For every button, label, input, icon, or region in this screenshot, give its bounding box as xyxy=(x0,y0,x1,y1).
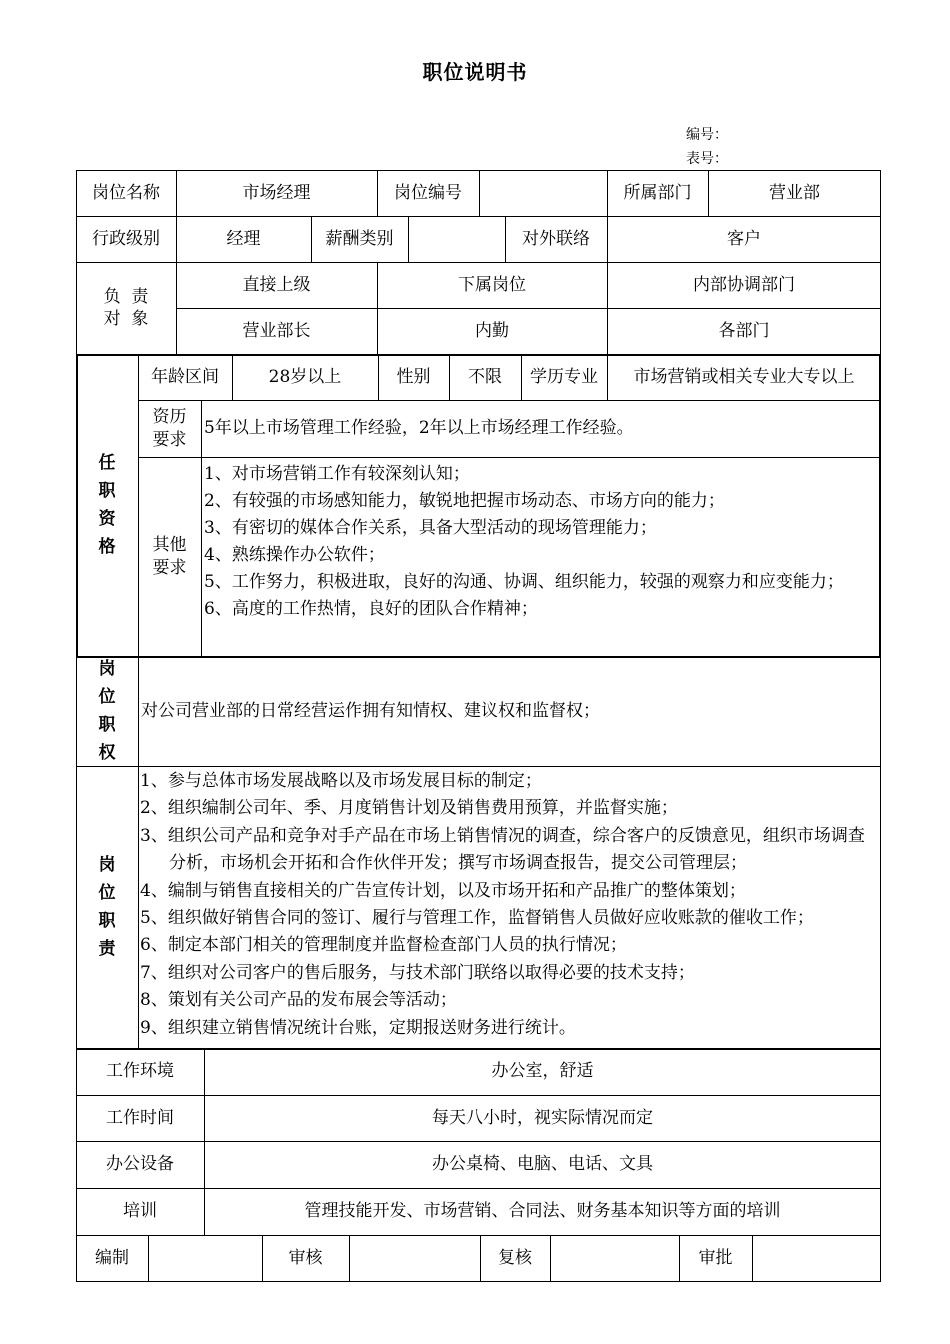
other-requirements-label xyxy=(138,457,201,656)
superior-label: 直接上级 xyxy=(242,274,311,295)
prepared-by-value xyxy=(148,1235,262,1282)
qualification-label xyxy=(76,354,138,656)
coordination-value: 各部门 xyxy=(718,320,770,341)
reviewed-by-value xyxy=(349,1235,480,1282)
authority-label-char-4: 权 xyxy=(98,743,116,763)
education-value: 市场营销或相关专业大专以上 xyxy=(633,366,855,387)
approved-by-value xyxy=(752,1235,881,1282)
age-label: 年龄区间 xyxy=(151,366,219,387)
experience-label xyxy=(138,400,201,457)
qualification-label-char-3: 资 xyxy=(98,509,116,529)
responsibility-label-line1: 负 责 xyxy=(103,286,149,307)
list-item: 6、高度的工作热情，良好的团队合作精神； xyxy=(204,599,538,619)
subordinate-label: 下属岗位 xyxy=(458,274,526,295)
work-environment-label: 工作环境 xyxy=(106,1061,174,1082)
external-contact-label: 对外联络 xyxy=(522,228,590,249)
external-contact-value: 客户 xyxy=(727,228,761,249)
qualification-label-char-2: 职 xyxy=(98,481,116,501)
list-item: 1、对市场营销工作有较深刻认知； xyxy=(204,464,470,484)
duties-label-char-2: 位 xyxy=(98,883,116,903)
office-equipment-value: 办公桌椅、电脑、电话、文具 xyxy=(432,1154,653,1175)
list-item: 3、有密切的媒体合作关系，具备大型活动的现场管理能力； xyxy=(204,518,657,538)
training-value: 管理技能开发、市场营销、合同法、财务基本知识等方面的培训 xyxy=(304,1201,781,1222)
list-item: 7、组织对公司客户的售后服务，与技术部门联络以取得必要的技术支持； xyxy=(140,962,695,983)
department-value: 营业部 xyxy=(769,182,820,203)
responsibility-label-line2: 对 象 xyxy=(103,309,149,329)
authority-label-char-1: 岗 xyxy=(98,659,116,679)
list-item: 4、熟练操作办公软件； xyxy=(204,545,385,565)
list-item: 5、组织做好销售合同的签订、履行与管理工作，监督销售人员做好应收账款的催收工作； xyxy=(140,908,814,929)
position-code-label: 岗位编号 xyxy=(394,182,462,203)
gender-label: 性别 xyxy=(396,366,431,387)
admin-level-label: 行政级别 xyxy=(92,228,160,249)
training-label: 培训 xyxy=(123,1201,157,1222)
list-item: 4、编制与销售直接相关的广告宣传计划，以及市场开拓和产品推广的整体策划； xyxy=(140,880,746,901)
position-code-value xyxy=(479,170,607,216)
list-item: 9、组织建立销售情况统计台账，定期报送财务进行统计。 xyxy=(140,1017,576,1038)
authority-label xyxy=(76,656,138,766)
other-requirements-list xyxy=(204,461,879,623)
rechecked-by-value xyxy=(550,1235,679,1282)
coordination-label: 内部协调部门 xyxy=(693,274,795,295)
qualification-label-char-1: 任 xyxy=(98,453,116,473)
authority-label-char-2: 位 xyxy=(98,687,116,707)
form-number-label: 编号： xyxy=(686,127,728,143)
experience-label-line2: 要求 xyxy=(152,429,187,450)
list-item: 5、工作努力，积极进取，良好的沟通、协调、组织能力，较强的观察力和应变能力； xyxy=(204,572,844,592)
duties-label xyxy=(76,766,138,1048)
other-requirements-label-line1: 其他 xyxy=(152,535,187,556)
duties-label-char-4: 责 xyxy=(98,939,116,959)
subordinate-value: 内勤 xyxy=(475,320,509,341)
authority-value: 对公司营业部的日常经营运作拥有知情权、建议权和监督权； xyxy=(141,700,600,721)
authority-label-char-3: 职 xyxy=(98,715,116,735)
approved-by-label: 审批 xyxy=(698,1248,733,1269)
work-time-value: 每天八小时，视实际情况而定 xyxy=(432,1107,653,1128)
list-item: 2、有较强的市场感知能力，敏锐地把握市场动态、市场方向的能力； xyxy=(204,491,725,511)
office-equipment-label: 办公设备 xyxy=(106,1154,174,1175)
education-label: 学历专业 xyxy=(530,366,598,387)
list-item: 3、组织公司产品和竞争对手产品在市场上销售情况的调查，综合客户的反馈意见，组织市场调查分析，市场机会开拓和合作伙伴开发；撰写市场调查报告，提交公司管理层； xyxy=(140,825,865,874)
list-item: 2、组织编制公司年、季、月度销售计划及销售费用预算，并监督实施； xyxy=(140,798,678,819)
admin-level-value: 经理 xyxy=(226,228,261,249)
experience-value: 5年以上市场管理工作经验，2年以上市场经理工作经验。 xyxy=(204,418,634,439)
age-value: 28岁以上 xyxy=(268,366,342,387)
prepared-by-label: 编制 xyxy=(95,1248,129,1269)
experience-label-line1: 资历 xyxy=(152,407,187,428)
work-time-label: 工作时间 xyxy=(106,1107,174,1128)
list-item: 6、制定本部门相关的管理制度并监督检查部门人员的执行情况； xyxy=(140,935,627,956)
list-item: 1、参与总体市场发展战略以及市场发展目标的制定； xyxy=(140,771,542,791)
qualification-label-char-4: 格 xyxy=(98,537,116,557)
duties-label-char-1: 岗 xyxy=(98,855,116,875)
page-title: 职位说明书 xyxy=(422,60,528,84)
duties-list xyxy=(140,768,880,1042)
duties-label-char-3: 职 xyxy=(98,911,116,931)
salary-type-label: 薪酬类别 xyxy=(325,228,394,249)
responsibility-label xyxy=(76,262,176,354)
form-table-number-label: 表号： xyxy=(686,151,728,167)
position-name-value: 市场经理 xyxy=(242,182,311,203)
rechecked-by-label: 复核 xyxy=(498,1248,532,1269)
superior-value: 营业部长 xyxy=(242,320,311,341)
reviewed-by-label: 审核 xyxy=(288,1248,323,1269)
department-label: 所属部门 xyxy=(623,182,692,203)
position-name-label: 岗位名称 xyxy=(92,182,160,203)
salary-type-value xyxy=(408,216,505,262)
other-requirements-label-line2: 要求 xyxy=(152,557,187,578)
list-item: 8、策划有关公司产品的发布展会等活动； xyxy=(140,990,457,1011)
gender-value: 不限 xyxy=(468,366,502,387)
work-environment-value: 办公室，舒适 xyxy=(491,1061,594,1082)
